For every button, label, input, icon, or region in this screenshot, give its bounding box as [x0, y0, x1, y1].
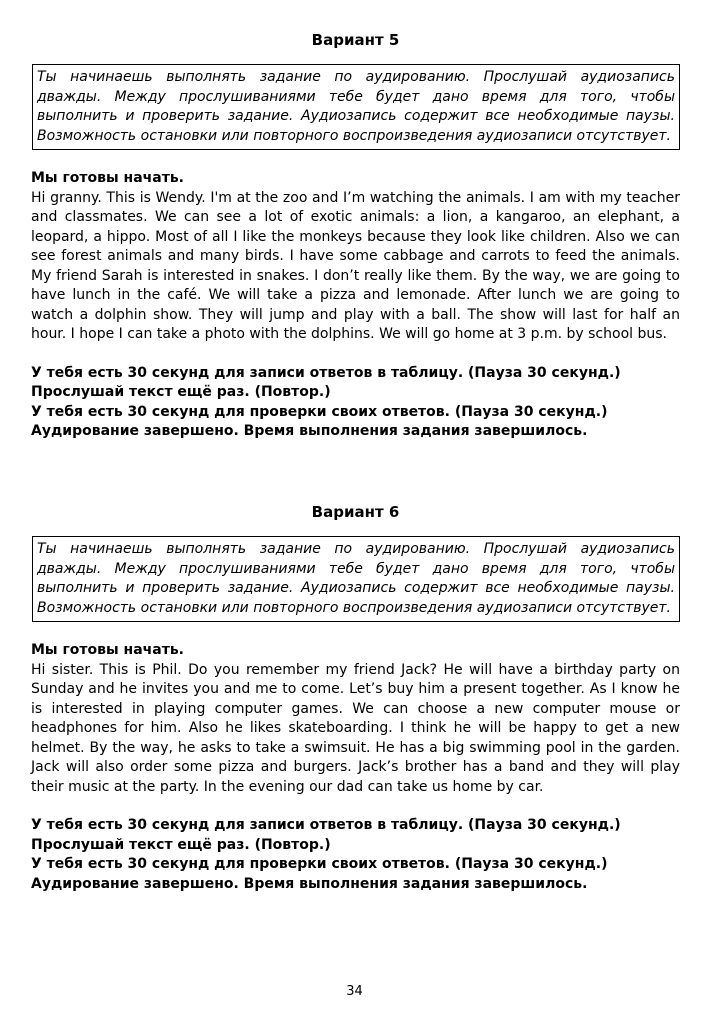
command-list	[31, 364, 680, 442]
ready-heading: Мы готовы начать.	[31, 642, 184, 658]
listening-text: Hi sister. This is Phil. Do you remember my friend Jack? He will have a birthday party on Sunday and he invites you and me to come. Let’s buy him a present together. As I know he is interested in playing computer games. We can choose a new computer mouse or headphones for him. Also he likes skateboarding. I think he will be happy to get a new helmet. By the way, he asks to take a swimsuit. He has a big swimming pool in the garden. Jack will also order some pizza and burgers. Jack’s brother has a band and they will play their music at the party. In the evening our dad can take us home by car.	[31, 661, 680, 795]
command-line: Прослушай текст ещё раз. (Повтор.)	[31, 836, 331, 853]
command-line: Аудирование завершено. Время выполнения задания завершилось.	[31, 423, 588, 439]
variant-title: Вариант 5	[311, 31, 400, 49]
command-line: У тебя есть 30 секунд для записи ответов в таблицу. (Пауза 30 секунд.)	[31, 817, 621, 833]
command-line: У тебя есть 30 секунд для проверки своих ответов. (Пауза 30 секунд.)	[31, 856, 608, 872]
variant-section	[31, 30, 680, 442]
variant-title: Вариант 6	[311, 503, 400, 521]
ready-heading: Мы готовы начать.	[31, 170, 184, 186]
listening-text: Hi granny. This is Wendy. I'm at the zoo and I’m watching the animals. I am with my teacher and classmates. We can see a lot of exotic animals: a lion, a kangaroo, an elephant, a leopard, a hippo. Most of all I like the monkeys because they look like children. Also we can see forest animals and many birds. I have some cabbage and carrots to feed the animals. My friend Sarah is interested in snakes. I don’t really like them. By the way, we are going to have lunch in the café. We will take a pizza and lemonade. After lunch we are going to watch a dolphin show. They will jump and play with a ball. The show will last for half an hour. I hope I can take a photo with the dolphins. We will go home at 3 p.m. by school bus.	[31, 189, 680, 342]
instruction-box: Ты начинаешь выполнять задание по аудированию. Прослушай аудиозапись дважды. Между прослушиваниями тебе будет дано время для того, чтобы выполнить и проверить задание. Аудиозапись содержит все необходимые паузы. Возможность остановки или повторного воспроизведения аудиозаписи отсутствует.	[32, 536, 680, 622]
command-line: Аудирование завершено. Время выполнения задания завершилось.	[31, 875, 588, 892]
command-list	[31, 816, 680, 894]
instruction-box: Ты начинаешь выполнять задание по аудированию. Прослушай аудиозапись дважды. Между прослушиваниями тебе будет дано время для того, чтобы выполнить и проверить задание. Аудиозапись содержит все необходимые паузы. Возможность остановки или повторного воспроизведения аудиозаписи отсутствует.	[32, 64, 680, 150]
command-line: У тебя есть 30 секунд для записи ответов в таблицу. (Пауза 30 секунд.)	[31, 364, 621, 381]
variant-section	[31, 502, 680, 894]
command-line: У тебя есть 30 секунд для проверки своих ответов. (Пауза 30 секунд.)	[31, 403, 608, 420]
page-number: 34	[346, 984, 363, 999]
command-line: Прослушай текст ещё раз. (Повтор.)	[31, 384, 331, 400]
